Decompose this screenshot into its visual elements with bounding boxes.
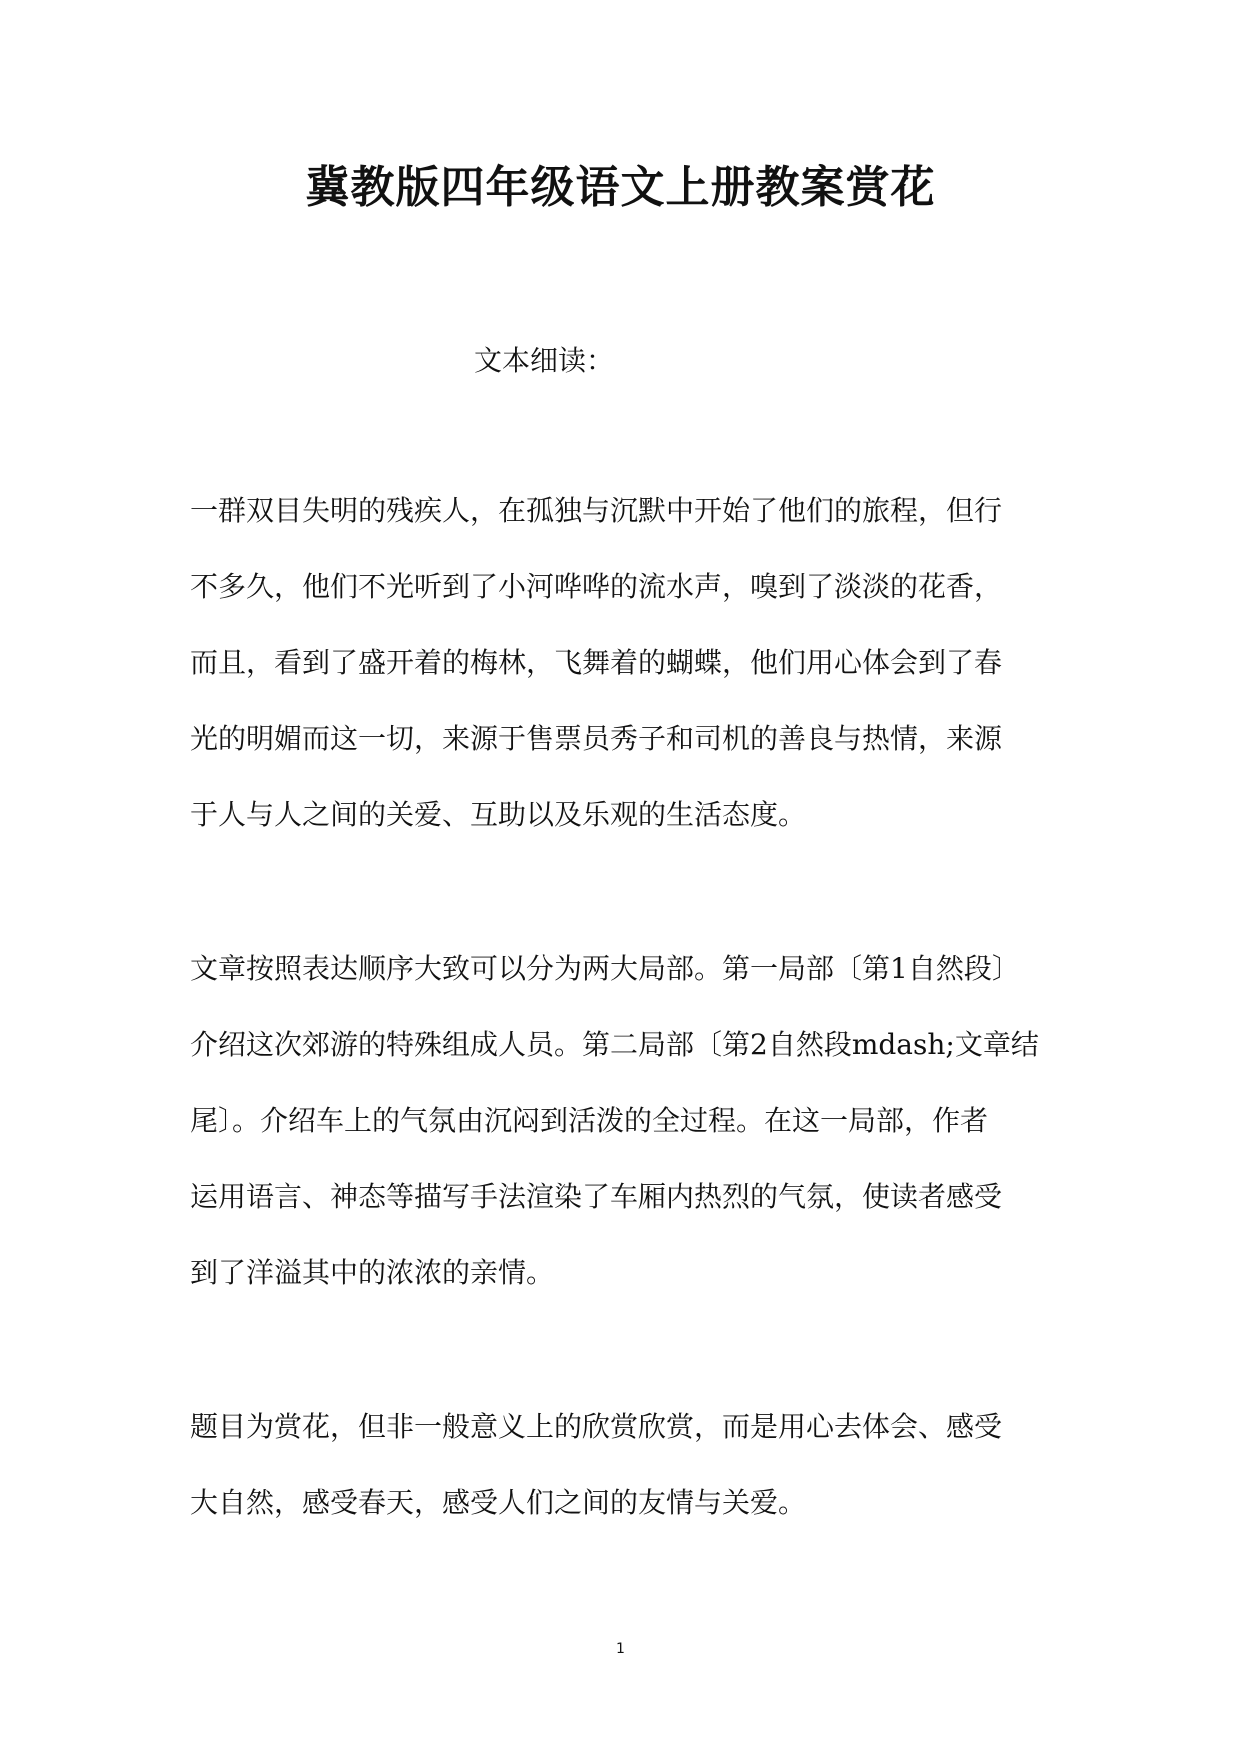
- paragraph-line: 到了洋溢其中的浓浓的亲情。: [190, 1256, 555, 1289]
- document-title: 冀教版四年级语文上册教案赏花: [305, 162, 936, 213]
- paragraph-line: 介绍这次郊游的特殊组成人员。第二局部〔第2自然段mdash;文章结: [190, 1028, 1039, 1061]
- paragraph-1: [190, 493, 1060, 873]
- paragraph-line: 文章按照表达顺序大致可以分为两大局部。第一局部〔第1自然段〕: [190, 952, 1020, 985]
- paragraph-line: 一群双目失明的残疾人，在孤独与沉默中开始了他们的旅程，但行: [190, 494, 1003, 527]
- paragraph-line: 尾〕。介绍车上的气氛由沉闷到活泼的全过程。在这一局部，作者: [190, 1104, 989, 1137]
- paragraph-3: [190, 1409, 1060, 1561]
- page-number: 1: [616, 1641, 625, 1657]
- paragraph-line: 不多久，他们不光听到了小河哗哗的流水声，嗅到了淡淡的花香，: [190, 570, 1003, 603]
- paragraph-line: 于人与人之间的关爱、互助以及乐观的生活态度。: [190, 798, 807, 831]
- paragraph-line: 光的明媚而这一切，来源于售票员秀子和司机的善良与热情，来源: [190, 722, 1003, 755]
- paragraph-2: [190, 951, 1060, 1331]
- paragraph-line: 运用语言、神态等描写手法渲染了车厢内热烈的气氛，使读者感受: [190, 1180, 1003, 1213]
- section-heading: 文本细读：: [474, 344, 615, 377]
- paragraph-line: 题目为赏花，但非一般意义上的欣赏欣赏，而是用心去体会、感受: [190, 1410, 1003, 1443]
- paragraph-line: 大自然，感受春天，感受人们之间的友情与关爱。: [190, 1486, 807, 1519]
- paragraph-line: 而且，看到了盛开着的梅林，飞舞着的蝴蝶，他们用心体会到了春: [190, 646, 1003, 679]
